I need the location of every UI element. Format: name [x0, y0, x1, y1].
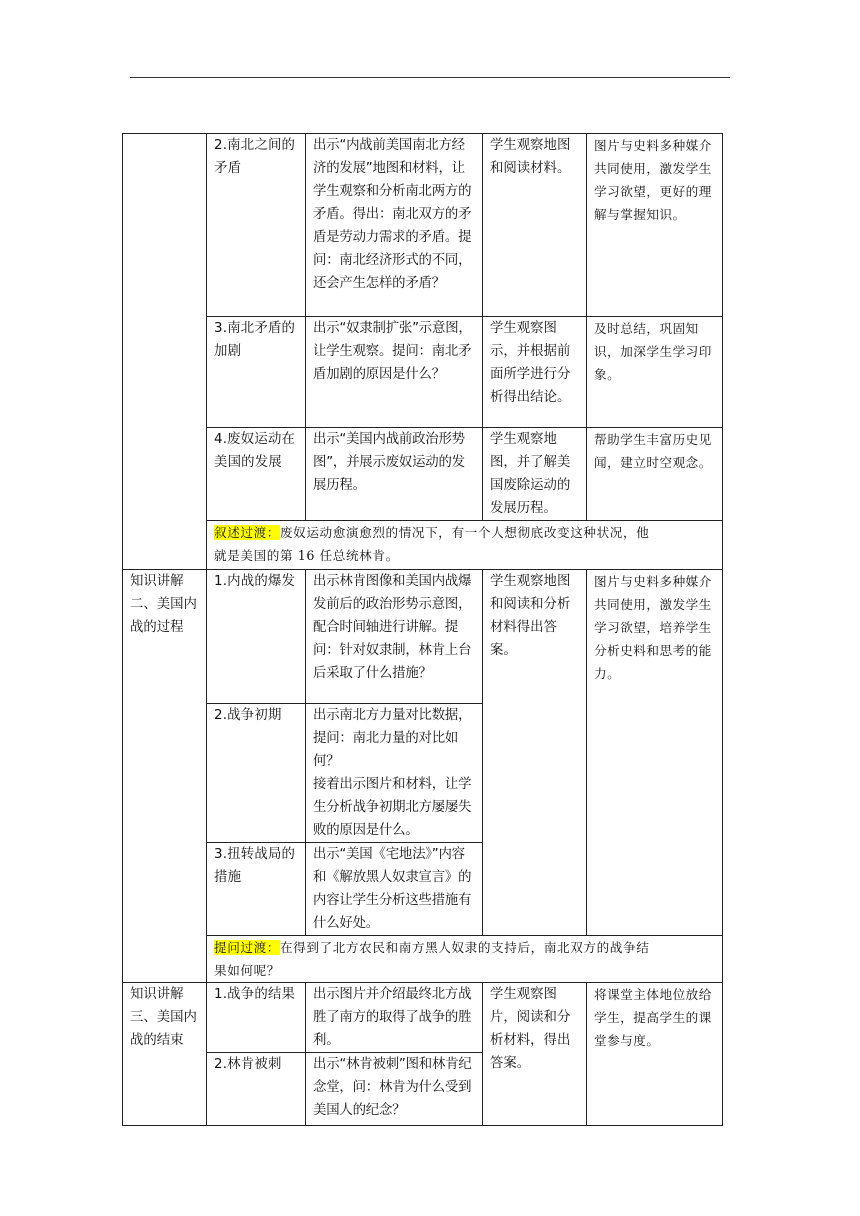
table-row	[123, 428, 723, 521]
transition-label: 叙述过渡：	[214, 525, 280, 540]
teacher-activity-cell: 出示图片并介绍最终北方战胜了南方的取得了战争的胜利。	[306, 983, 483, 1053]
design-intent-cell: 图片与史料多种媒介共同使用，激发学生学习欲望，更好的理解与掌握知识。	[587, 134, 723, 317]
lesson-plan-table	[122, 133, 723, 1126]
step-cell: 3.扭转战局的措施	[207, 843, 306, 936]
step-cell: 3.南北矛盾的加剧	[207, 317, 306, 428]
teacher-activity-text: 接着出示图片和材料，让学生分析战争初期北方屡屡失败的原因是什么。	[313, 777, 472, 838]
design-intent-cell: 图片与史料多种媒介共同使用，激发学生学习欲望，培养学生分析史料和思考的能力。	[587, 570, 723, 936]
transition-row	[123, 936, 723, 983]
transition-text: 在得到了北方农民和南方黑人奴隶的支持后，南北双方的战争结	[279, 940, 650, 955]
student-activity-cell: 学生观察图示，并根据前面所学进行分析得出结论。	[483, 317, 587, 428]
transition-label: 提问过渡：	[214, 940, 280, 955]
step-cell: 2.南北之间的矛盾	[207, 134, 306, 317]
design-intent-cell: 帮助学生丰富历史见闻，建立时空观念。	[587, 428, 723, 521]
teacher-activity-cell: 出示“美国内战前政治形势图”，并展示废奴运动的发展历程。	[306, 428, 483, 521]
student-activity-cell: 学生观察地图和阅读和分析材料得出答案。	[483, 570, 587, 936]
student-activity-cell: 学生观察图片，阅读和分析材料，得出答案。	[483, 983, 587, 1126]
teacher-activity-cell	[306, 704, 483, 843]
design-intent-cell: 及时总结，巩固知识，加深学生学习印象。	[587, 317, 723, 428]
teacher-activity-cell: 出示“奴隶制扩张”示意图，让学生观察。提问：南北矛盾加剧的原因是什么？	[306, 317, 483, 428]
step-cell: 1.战争的结果	[207, 983, 306, 1053]
teacher-activity-cell: 出示“美国《宅地法》”内容和《解放黑人奴隶宣言》的内容让学生分析这些措施有什么好处。	[306, 843, 483, 936]
step-cell: 4.废奴运动在美国的发展	[207, 428, 306, 521]
transition-text: 废奴运动愈演愈烈的情况下，有一个人想彻底改变这种状况，他	[279, 525, 650, 540]
transition-text: 果如何呢？	[214, 963, 280, 978]
step-cell: 1.内战的爆发	[207, 570, 306, 704]
teacher-activity-cell: 出示林肯图像和美国内战爆发前后的政治形势示意图，配合时间轴进行讲解。提问：针对奴隶制，林肯上台后采取了什么措施？	[306, 570, 483, 704]
student-activity-cell: 学生观察地图和阅读材料。	[483, 134, 587, 317]
section-cell: 知识讲解三、美国内战的结束	[123, 983, 207, 1126]
transition-cell	[207, 936, 723, 983]
table-row	[123, 983, 723, 1053]
step-cell: 2.林肯被刺	[207, 1053, 306, 1126]
section-cell: 知识讲解二、美国内战的过程	[123, 570, 207, 983]
table-row	[123, 570, 723, 704]
section-cell-empty	[123, 134, 207, 570]
transition-text: 就是美国的第 16 任总统林肯。	[214, 548, 399, 563]
teacher-activity-text: 出示南北方力量对比数据，提问：南北力量的对比如何？	[313, 708, 472, 769]
teacher-activity-cell: 出示“林肯被刺”图和林肯纪念堂，问：林肯为什么受到美国人的纪念？	[306, 1053, 483, 1126]
table-row	[123, 317, 723, 428]
table-row	[123, 134, 723, 317]
transition-row	[123, 521, 723, 570]
step-cell: 2.战争初期	[207, 704, 306, 843]
teacher-activity-cell: 出示“内战前美国南北方经济的发展”地图和材料，让学生观察和分析南北两方的矛盾。得出：南北双方的矛盾是劳动力需求的矛盾。提问：南北经济形式的不同，还会产生怎样的矛盾？	[306, 134, 483, 317]
design-intent-cell: 将课堂主体地位放给学生，提高学生的课堂参与度。	[587, 983, 723, 1126]
student-activity-cell: 学生观察地图，并了解美国废除运动的发展历程。	[483, 428, 587, 521]
transition-cell	[207, 521, 723, 570]
page-header-rule	[130, 77, 730, 78]
